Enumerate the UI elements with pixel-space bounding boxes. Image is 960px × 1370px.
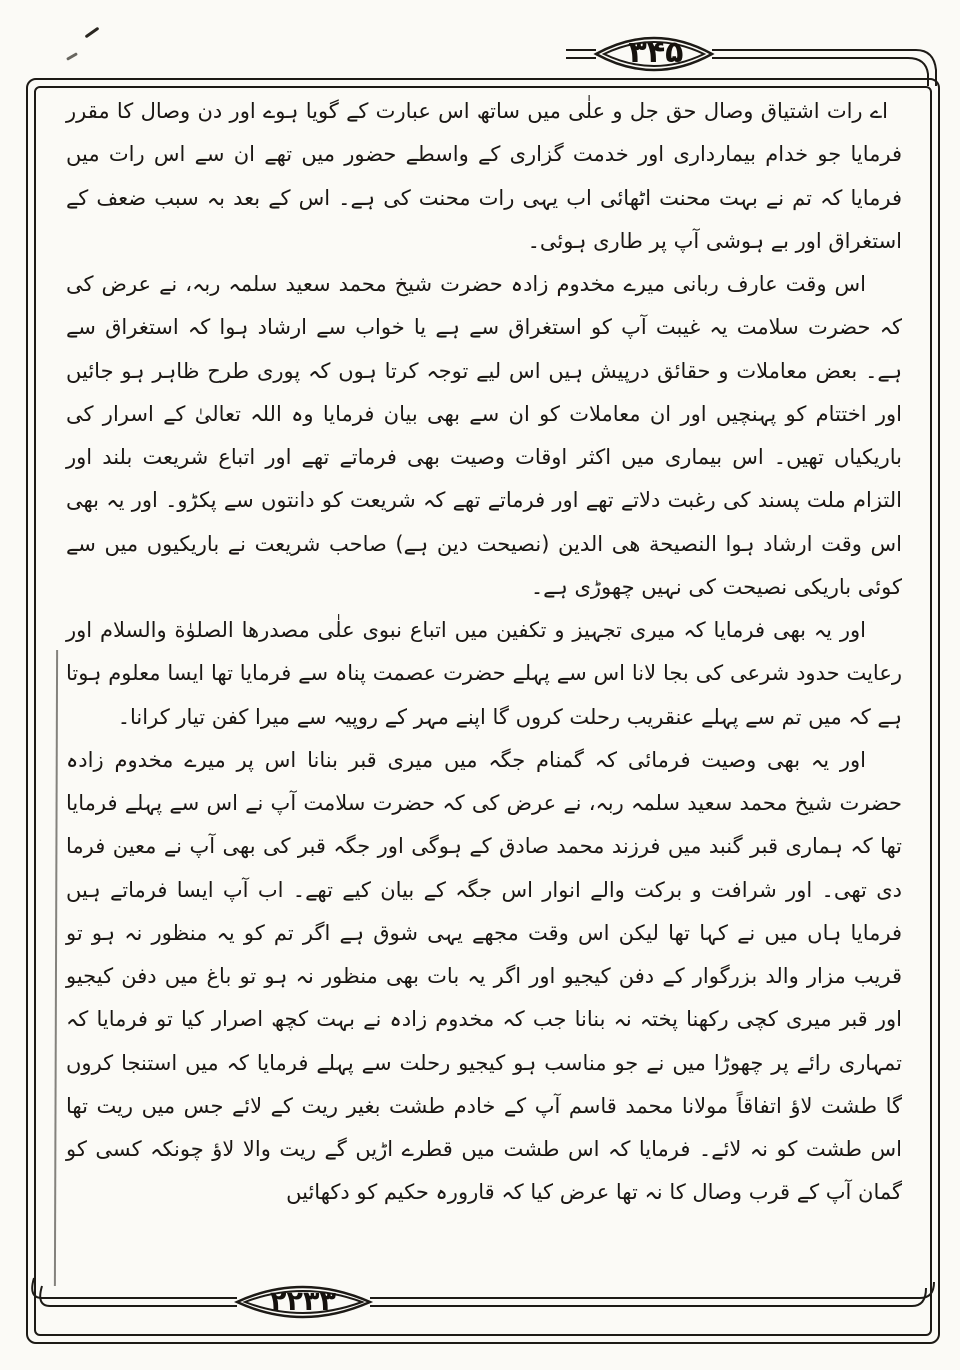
ornament-line [712, 50, 936, 86]
ornament-line [566, 50, 596, 58]
body-paragraph: اے رات اشتیاق وصال حق جل و علٰی میں ساتھ اس عبارت کے گویا ہوے اور دن وصال کا مقرر فرمایا جو خدام بیمارداری اور خدمت گزاری کے واسطے حضور میں تھے ان سے اس رات میں فرمایا کہ تم نے بہت محنت اٹھائی اب یہی رات محنت کی ہے۔ اس کے بعد بہ سبب ضعف کے استغراق اور بے ہوشی آپ پر طاری ہوئی۔ [66, 99, 902, 253]
ornament-line [712, 58, 928, 86]
page-number-bottom: ۲۲۳۳ [270, 1286, 336, 1317]
body-paragraph: اور یہ بھی وصیت فرمائی کہ گمنام جگہ میں میری قبر بنانا اس پر میرے مخدوم زادہ حضرت شیخ محمد سعید سلمہ ربہ، نے عرض کی کہ حضرت سلامت آپ نے اس سے پہلے فرمایا تھا کہ ہماری قبر گنبد میں فرزند محمد صادق کے ہوگی اور جگہ قبر کی بھی آپ نے معین فرما دی تھی۔ اور شرافت و برکت والے انوار اس جگہ کے بیان کیے تھے۔ اب آپ ایسا فرماتے ہیں فرمایا ہاں میں نے کہا تھا لیکن اس وقت مجھے یہی شوق ہے اگر تم کو یہ منظور نہ ہو تو قریب مزار والد بزرگوار کے دفن کیجیو اور اگر یہ بات بھی منظور نہ ہو تو باغ میں دفن کیجیو اور قبر میری کچی رکھنا پختہ نہ بنانا جب کہ مخدوم زادہ نے بہت کچھ اصرار کیا تو فرمایا کہ تمہاری رائے پر چھوڑا میں نے جو مناسب ہو کیجیو رحلت سے پہلے فرمایا کہ میں استنجا کروں گا طشت لاؤ اتفاقاً مولانا محمد قاسم آپ کے خادم طشت بغیر ریت کے لائے جس میں ریت تھا اس طشت کو نہ لائے۔ فرمایا کہ اس طشت میں قطرے اڑیں گے ریت والا لاؤ چونکہ کسی کو گمان آپ کے قرب وصال کا نہ تھا عرض کیا کہ قارورہ حکیم کو دکھائیں [66, 747, 902, 1205]
ornament-line [370, 1282, 934, 1298]
scan-mark [66, 52, 78, 61]
ornament-line [40, 1286, 237, 1306]
body-paragraph: اس وقت عارف ربانی میرے مخدوم زادہ حضرت شیخ محمد سعید سلمہ ربہ، نے عرض کی کہ حضرت سلامت یہ غیبت آپ کو استغراق سے ہے یا خواب سے ارشاد ہوا کہ استغراق سے ہے۔ بعض معاملات و حقائق درپیش ہیں اس لیے توجہ کرتا ہوں کہ پوری طرح ظاہر ہو جائیں اور اختتام کو پہنچیں اور ان معاملات کو ان سے بھی بیان فرمایا وہ اللہ تعالیٰ کے اسرار کی باریکیاں تھیں۔ اس بیماری میں اکثر اوقات وصیت بھی فرماتے تھے اور اتباع شریعت بلند اور التزام ملت پسند کی رغبت دلاتے تھے اور فرماتے تھے کہ شریعت کو دانتوں سے پکڑو۔ اور یہ بھی اس وقت ارشاد ہوا النصیحة هی الدین (نصیحت دین ہے) صاحب شریعت نے باریکیوں میں سے کوئی باریکی نصیحت کی نہیں چھوڑی ہے۔ [66, 272, 902, 599]
page-number-top: ۳۴۵ [628, 35, 684, 70]
bottom-cartouche-ornament [26, 1272, 940, 1332]
ornament-line [32, 1278, 237, 1298]
body-text-block [66, 90, 902, 1215]
scan-mark [85, 27, 100, 39]
body-paragraph: اور یہ بھی فرمایا کہ میری تجہیز و تکفین میں اتباع نبوی علٰی مصدرها الصلوٰة والسلام اور رعایت حدود شرعی کی بجا لانا اس سے پہلے حضرت عصمت پناہ سے فرمایا تھا ایسا معلوم ہوتا ہے کہ میں تم سے پہلے عنقریب رحلت کروں گا اپنے مہر کے روپیہ سے میرا کفن تیار کرانا۔ [66, 618, 902, 729]
